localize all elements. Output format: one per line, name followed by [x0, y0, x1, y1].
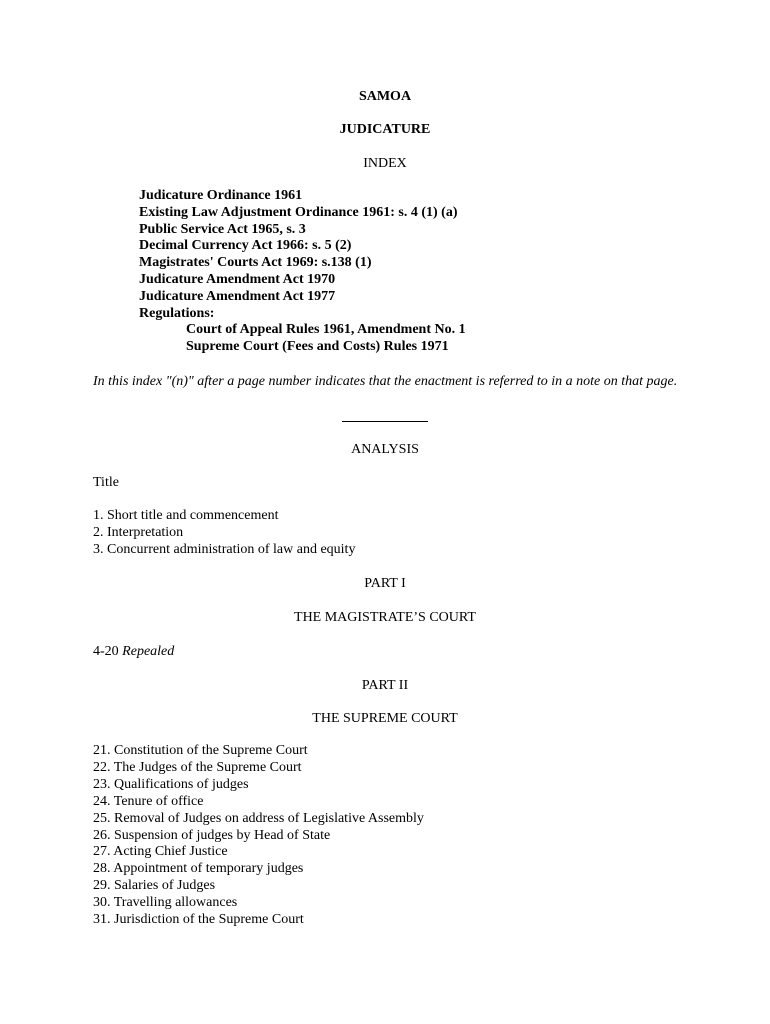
title-entry: Title: [93, 475, 119, 490]
part1-range: 4-20: [93, 644, 119, 659]
section-entry: 25. Removal of Judges on address of Legislative Assembly: [93, 810, 424, 826]
part2-heading: PART II: [361, 678, 409, 693]
section-entry: 2. Interpretation: [93, 524, 184, 540]
section-entry: 26. Suspension of judges by Head of State: [93, 827, 331, 843]
index-item: Judicature Amendment Act 1977: [139, 288, 336, 304]
section-divider: [342, 421, 428, 422]
section-entry: 28. Appointment of temporary judges: [93, 861, 304, 877]
part1-status: Repealed: [122, 644, 175, 659]
index-item: Judicature Amendment Act 1970: [139, 271, 336, 287]
part2-sections: [93, 743, 424, 929]
section-entry: 29. Salaries of Judges: [93, 878, 216, 894]
index-list: [139, 188, 466, 356]
index-item: Judicature Ordinance 1961: [139, 188, 303, 203]
part2-subheading: THE SUPREME COURT: [312, 711, 458, 726]
document-title: JUDICATURE: [339, 122, 431, 137]
analysis-heading: ANALYSIS: [351, 442, 419, 457]
index-item: Public Service Act 1965, s. 3: [139, 221, 306, 237]
section-entry: 30. Travelling allowances: [93, 895, 238, 911]
regulations-label: Regulations:: [139, 305, 215, 321]
index-item: Decimal Currency Act 1966: s. 5 (2): [139, 238, 352, 254]
section-entry: 21. Constitution of the Supreme Court: [93, 743, 308, 758]
section-entry: 22. The Judges of the Supreme Court: [93, 759, 302, 775]
part1-subheading: THE MAGISTRATE’S COURT: [294, 610, 476, 625]
regulation-item: Supreme Court (Fees and Costs) Rules 1971: [186, 339, 449, 355]
index-item: Magistrates' Courts Act 1969: s.138 (1): [139, 255, 372, 271]
section-entry: 23. Qualifications of judges: [93, 776, 249, 792]
section-entry: 1. Short title and commencement: [93, 508, 279, 523]
part1-heading: PART I: [364, 576, 406, 591]
index-note: In this index "(n)" after a page number indicates that the enactment is referred to in a note on that page.: [93, 374, 678, 389]
section-entry: 24. Tenure of office: [93, 793, 204, 809]
section-entry: 27. Acting Chief Justice: [93, 844, 228, 860]
index-heading: INDEX: [363, 156, 407, 171]
country-heading: SAMOA: [358, 89, 412, 104]
part1-repealed-entry: [93, 643, 174, 660]
preliminary-sections: [93, 508, 355, 559]
section-entry: 31. Jurisdiction of the Supreme Court: [93, 912, 304, 928]
regulation-item: Court of Appeal Rules 1961, Amendment No. 1: [186, 322, 466, 338]
index-item: Existing Law Adjustment Ordinance 1961: s. 4 (1) (a): [139, 204, 458, 220]
section-entry: 3. Concurrent administration of law and equity: [93, 541, 356, 557]
